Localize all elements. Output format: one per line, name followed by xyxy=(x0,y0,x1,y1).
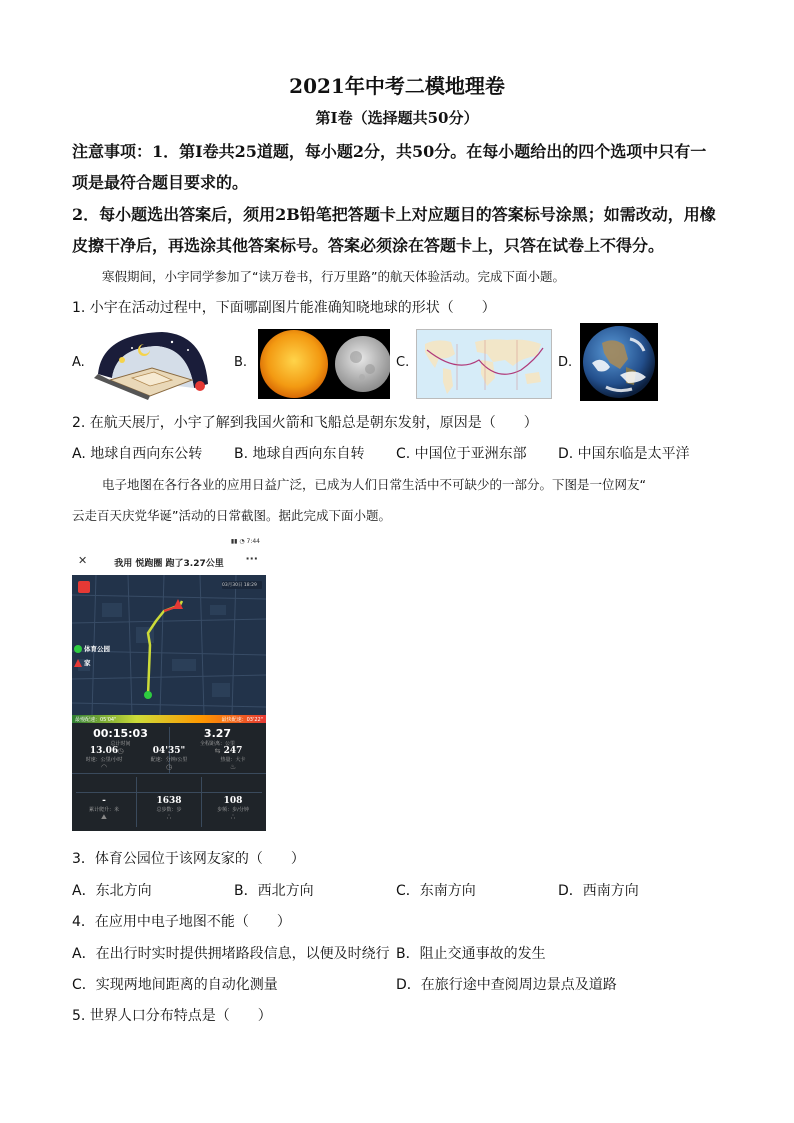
page-title: 2021年中考二模地理卷 xyxy=(289,74,505,98)
intro-text-2-line-1: 电子地图在各行各业的应用日益广泛，已成为人们日常生活中不可缺少的一部分。下图是一位网友“ xyxy=(102,477,646,492)
mountain-icon: ⛰ xyxy=(101,813,107,821)
stat-cadence-cell: 108 步频：步/分钟 ∴ xyxy=(201,796,265,821)
close-icon: ✕ xyxy=(78,554,88,567)
q1-option-c-label: C. xyxy=(396,355,410,370)
q4-option-c: C．实现两地间距离的自动化测量 xyxy=(72,977,278,993)
stat-total-time: 00:15:03 总计时间 ◷ xyxy=(72,727,169,755)
pace-slow: 最慢配速：05'04" xyxy=(75,717,117,723)
running-app-screenshot xyxy=(72,537,266,831)
q4-option-a: A．在出行时实时提供拥堵路段信息，以便及时绕行 xyxy=(72,946,390,962)
q2-option-b: B. 地球自西向东自转 xyxy=(234,446,365,462)
intro-text-2-line-2: 云走百天庆党华诞”活动的日常截图。据此完成下面小题。 xyxy=(72,508,391,523)
q1-option-b-label: B. xyxy=(234,355,248,370)
pace-fast: 最快配速：03'22" xyxy=(221,717,263,723)
route-icon: ⇆ xyxy=(214,747,221,755)
q1-option-a-label: A. xyxy=(72,355,85,370)
question-5-stem: 5. 世界人口分布特点是（ ） xyxy=(72,1008,272,1024)
q1-option-b-image xyxy=(258,329,390,399)
legend-park: 体育公园 xyxy=(74,644,110,653)
more-icon: ··· xyxy=(245,552,258,565)
stat-steps-cell: 1638 总步数：步 ∴ xyxy=(137,796,201,821)
green-dot-icon xyxy=(74,645,82,653)
notice-line-1: 注意事项：1．第Ⅰ卷共25道题，每小题2分，共50分。在每小题给出的四个选项中只有一 xyxy=(72,142,707,161)
divider xyxy=(76,792,262,793)
q1-option-d-label: D. xyxy=(558,355,573,370)
stat-speed-cell: 13.06 时速：公里/小时 ◠ xyxy=(72,746,136,771)
notice-line-3: 2．每小题选出答案后，须用2B铅笔把答题卡上对应题目的答案标号涂黑；如需改动，用橡 xyxy=(72,205,716,224)
footprint-icon: ∴ xyxy=(166,813,172,821)
q3-option-c: C．东南方向 xyxy=(396,883,476,899)
q3-option-a: A．东北方向 xyxy=(72,883,152,899)
stat-climb-cell: - 累计爬升：米 ⛰ xyxy=(72,796,136,822)
footprint-icon: ∴ xyxy=(230,813,236,821)
q4-option-d: D．在旅行途中查阅周边景点及道路 xyxy=(396,977,617,993)
flame-icon: ♨ xyxy=(229,763,237,771)
clock-icon: ◷ xyxy=(117,747,124,755)
intro-text-1: 寒假期间，小宇同学参加了“读万卷书，行万里路”的航天体验活动。完成下面小题。 xyxy=(102,269,565,284)
q2-option-d: D. 中国东临是太平洋 xyxy=(558,446,690,462)
status-bar-text: ▮▮ ◔ 7:44 xyxy=(230,538,260,545)
red-triangle-icon xyxy=(74,659,82,667)
q2-option-a: A. 地球自西向东公转 xyxy=(72,446,203,462)
section-title: 第Ⅰ卷（选择题共50分） xyxy=(315,109,479,127)
legend-home: 家 xyxy=(74,658,91,667)
stat-distance: 3.27 全程距离：公里 ⇆ xyxy=(169,727,266,755)
q1-option-d-image xyxy=(580,323,658,401)
notice-line-4: 皮擦干净后，再选涂其他答案标号。答案必须涂在答题卡上，只答在试卷上不得分。 xyxy=(72,236,665,255)
question-2-stem: 2. 在航天展厅，小宇了解到我国火箭和飞船总是朝东发射，原因是（ ） xyxy=(72,415,538,431)
stat-pace-cell: 04'35" 配速：分钟/公里 ◷ xyxy=(137,746,201,771)
question-1-stem: 1. 小宇在活动过程中，下面哪副图片能准确知晓地球的形状（ ） xyxy=(72,300,496,316)
q3-option-b: B．西北方向 xyxy=(234,883,314,899)
question-4-stem: 4．在应用中电子地图不能（ ） xyxy=(72,914,291,930)
q4-option-b: B．阻止交通事故的发生 xyxy=(396,946,546,962)
speedometer-icon: ◠ xyxy=(100,763,108,771)
timer-icon: ◷ xyxy=(165,763,173,771)
notice-line-2: 项是最符合题目要求的。 xyxy=(72,173,249,192)
q1-option-c-image xyxy=(416,329,552,399)
map-date: 03月30日 18:29 xyxy=(222,583,257,588)
nav-title: 我用 悦跑圈 跑了3.27公里 xyxy=(114,559,224,569)
question-3-stem: 3．体育公园位于该网友家的（ ） xyxy=(72,851,305,867)
stat-calories-cell: 247 热量：大卡 ♨ xyxy=(201,746,265,771)
q3-option-d: D．西南方向 xyxy=(558,883,639,899)
q1-option-a-image xyxy=(92,328,212,400)
q2-option-c: C. 中国位于亚洲东部 xyxy=(396,446,527,462)
